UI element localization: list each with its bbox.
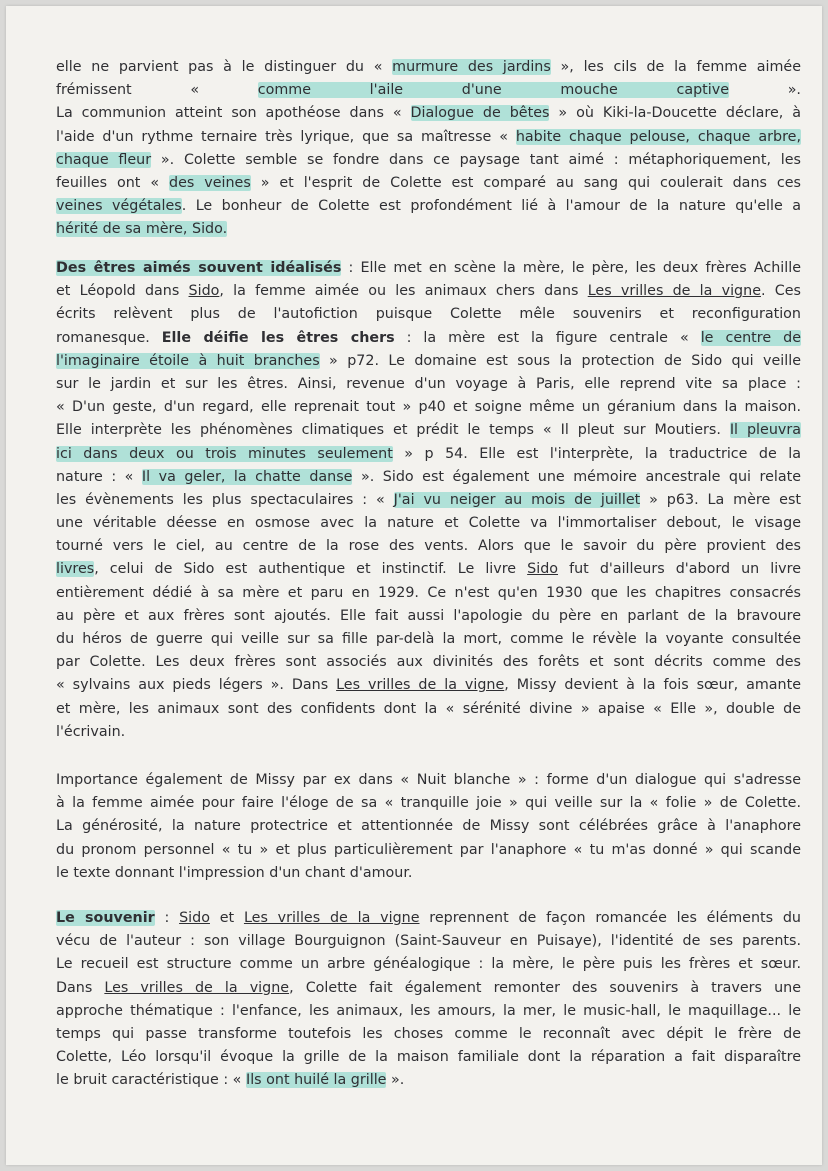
text-line (56, 218, 801, 241)
text-segment: Les vrilles de la vigne (243, 910, 420, 926)
text-segment: entièrement dédié à sa mère et paru en 1929. Ce n'est qu'en 1930 que les chapitres consacrés (56, 584, 801, 601)
text-line (56, 102, 801, 125)
text-line (56, 605, 801, 628)
text-segment: du héros de guerre qui veille sur sa fille par-delà la mort, comme le révèle la voyante consultée (56, 631, 801, 647)
text-segment: . Le bonheur de Colette est profondément lié à l'amour de la nature qu'elle a (181, 198, 801, 215)
text-segment: » p 54. Elle est l'interprète, la traductrice de la (392, 445, 801, 462)
text-segment: » p63. La mère est (640, 491, 801, 508)
paragraph-etres-aimes (56, 257, 801, 744)
text-segment: ». Colette semble se fondre dans ce paysage tant aimé : métaphoriquement, les (151, 151, 801, 168)
text-segment: du pronom personnel « tu » et plus particulièrement par l'anaphore « tu m'as donné » qui scande (56, 841, 801, 858)
text-line (56, 419, 801, 442)
text-segment: à la femme aimée pour faire l'éloge de sa « tranquille joie » qui veille sur la « folie » de Colette. (56, 795, 801, 812)
text-segment: » p72. Le domaine est sous la protection de Sido qui veille (319, 352, 801, 369)
text-segment: Le recueil est structure comme un arbre généalogique : la mère, le père puis les frères et sœur. (56, 956, 801, 973)
text-segment: hérité de sa mère, Sido. (56, 221, 228, 238)
paragraph-nature-communion (56, 56, 801, 242)
text-segment: Elle déifie les êtres chers (161, 329, 395, 346)
text-line (56, 327, 801, 350)
text-line (56, 257, 801, 280)
text-line (56, 443, 801, 466)
text-segment: Il va geler, la chatte danse (141, 468, 353, 485)
text-line (56, 1069, 801, 1092)
text-segment: approche thématique : l'enfance, les animaux, les amours, la mer, le music-hall, le maquillage... le (56, 1002, 801, 1019)
text-segment: « D'un geste, d'un regard, elle reprenait tout » p40 et soigne même un géranium dans la maison. (56, 399, 801, 416)
text-line (56, 172, 801, 195)
text-line (56, 489, 801, 512)
text-line (56, 149, 801, 172)
text-segment: , celui de Sido est authentique et instinctif. Le livre (94, 561, 528, 578)
text-segment: le texte donnant l'impression d'un chant d'amour. (56, 864, 413, 881)
text-line (56, 907, 801, 930)
text-segment: Les vrilles de la vigne (336, 677, 505, 694)
text-segment: Elle interprète les phénomènes climatiques et prédit le temps « Il pleut sur Moutiers. (56, 422, 730, 439)
text-line (56, 977, 801, 1000)
text-line (56, 721, 801, 744)
text-segment: Il pleuvra (729, 422, 801, 439)
text-segment: l'aide d'un rythme ternaire très lyrique, que sa maîtresse « (56, 128, 516, 145)
text-segment: , la femme aimée ou les animaux chers dans (219, 283, 588, 300)
text-segment: , Colette fait également remonter des souvenirs à travers une (289, 979, 801, 996)
text-segment: La générosité, la nature protectrice et attentionnée de Missy sont célébrées grâce à l'anaphore (56, 818, 801, 835)
text-segment: Ils ont huilé la grille (245, 1072, 387, 1089)
text-line (56, 512, 801, 535)
text-segment: sur le jardin et sur les êtres. Ainsi, revenue d'un voyage à Paris, elle reprend vite sa place : (56, 375, 801, 392)
text-line (56, 350, 801, 373)
text-segment: J'ai vu neiger au mois de juillet (393, 491, 641, 508)
text-line (56, 535, 801, 558)
text-segment: nature : « (56, 468, 142, 485)
text-line (56, 839, 801, 862)
text-segment: écrits relèvent plus de l'autofiction puisque Colette mêle souvenirs et reconfiguration (56, 306, 801, 323)
text-segment: temps qui passe transforme toutefois les choses comme le reconnaît avec dépit le frère de (56, 1025, 801, 1042)
text-segment: » où Kiki-la-Doucette déclare, à (549, 105, 802, 122)
text-segment: Sido (179, 910, 210, 926)
text-segment: des veines (169, 174, 251, 191)
text-segment: : (154, 910, 180, 926)
text-segment: Colette, Léo lorsqu'il évoque la grille de la maison familiale dont la réparation a fait disparaître (56, 1049, 801, 1066)
text-segment: reprennent de façon romancée les éléments du (419, 910, 801, 926)
text-segment: : la mère est la figure centrale « (394, 329, 701, 346)
text-segment: Dans (56, 979, 105, 996)
text-segment: , Missy devient à la fois sœur, amante (504, 677, 801, 694)
text-segment: Sido (188, 283, 220, 300)
text-segment: tourné vers le ciel, au centre de la rose des vents. Alors que le savoir du père provient des (56, 538, 801, 555)
text-line (56, 1023, 801, 1046)
text-segment: et (209, 910, 244, 926)
text-segment: le bruit caractéristique : « (56, 1072, 246, 1089)
text-segment: « sylvains aux pieds légers ». Dans (56, 677, 337, 694)
text-line (56, 280, 801, 303)
text-segment: Dialogue de bêtes (410, 105, 550, 122)
text-line (56, 396, 801, 419)
text-segment: murmure des jardins (392, 59, 551, 75)
text-line (56, 582, 801, 605)
text-segment: habite chaque pelouse, chaque arbre, (515, 128, 801, 145)
text-segment: par Colette. Les deux frères sont associés aux divinités des forêts et sont décrits comme des (56, 654, 801, 671)
text-segment: elle ne parvient pas à le distinguer du « (56, 59, 393, 75)
text-segment: : Elle met en scène la mère, le père, les deux frères Achille (341, 260, 801, 276)
text-segment: feuilles ont « (56, 174, 169, 191)
text-line (56, 466, 801, 489)
text-segment: Le souvenir (56, 910, 155, 926)
text-segment: ». (386, 1072, 405, 1089)
text-line (56, 651, 801, 674)
text-line (56, 862, 801, 885)
text-segment: chaque fleur (56, 151, 152, 168)
text-line (56, 674, 801, 697)
document-page (6, 6, 822, 1165)
text-segment: l'imaginaire étoile à huit branches (56, 352, 320, 369)
text-line (56, 815, 801, 838)
text-segment: . Ces (761, 283, 801, 300)
text-line (56, 698, 801, 721)
text-segment: », les cils de la femme aimée (550, 59, 801, 75)
text-segment: l'écrivain. (56, 723, 126, 740)
text-segment: et mère, les animaux sont des confidents dont la « sérénité divine » apaise « Elle », double de (56, 700, 801, 717)
text-line (56, 195, 801, 218)
text-segment: romanesque. (56, 329, 162, 346)
text-line (56, 930, 801, 953)
text-segment: et Léopold dans (56, 283, 189, 300)
text-line (56, 628, 801, 651)
text-segment: les évènements les plus spectaculaires : « (56, 491, 394, 508)
text-line (56, 56, 801, 79)
text-line (56, 303, 801, 326)
text-segment: Sido (527, 561, 559, 578)
text-line (56, 953, 801, 976)
text-segment: fut d'ailleurs d'abord un livre (558, 561, 802, 578)
text-segment: une véritable déesse en osmose avec la nature et Colette va l'immortaliser debout, le visage (56, 515, 801, 532)
text-line (56, 558, 801, 581)
text-segment: vécu de l'auteur : son village Bourguignon (Saint-Sauveur en Puisaye), l'identité de ses parents. (56, 933, 801, 950)
text-segment: Des êtres aimés souvent idéalisés (56, 260, 342, 276)
text-segment: ». Sido est également une mémoire ancestrale qui relate (352, 468, 801, 485)
text-segment: frémissent « (56, 82, 258, 99)
text-segment: veines végétales (56, 198, 182, 215)
text-segment: » et l'esprit de Colette est comparé au sang qui coulerait dans ces (250, 174, 801, 191)
text-segment: ici dans deux ou trois minutes seulement (56, 445, 393, 462)
text-segment: Importance également de Missy par ex dans « Nuit blanche » : forme d'un dialogue qui s'adresse (56, 772, 801, 788)
text-line (56, 79, 801, 102)
text-segment: comme l'aile d'une mouche captive (257, 82, 730, 99)
text-segment: livres (56, 561, 95, 578)
text-line (56, 769, 801, 792)
text-line (56, 1000, 801, 1023)
text-segment: le centre de (700, 329, 801, 346)
text-segment: ». (729, 82, 801, 99)
text-line (56, 373, 801, 396)
text-segment: au père et aux frères sont ajoutés. Elle fait aussi l'apologie du père en parlant de la bravoure (56, 607, 801, 624)
paragraph-missy (56, 769, 801, 885)
text-segment: Les vrilles de la vigne (104, 979, 290, 996)
text-line (56, 126, 801, 149)
text-segment: Les vrilles de la vigne (587, 283, 761, 300)
paragraph-souvenir (56, 907, 801, 1093)
text-line (56, 792, 801, 815)
text-line (56, 1046, 801, 1069)
text-segment: La communion atteint son apothéose dans « (56, 105, 411, 122)
